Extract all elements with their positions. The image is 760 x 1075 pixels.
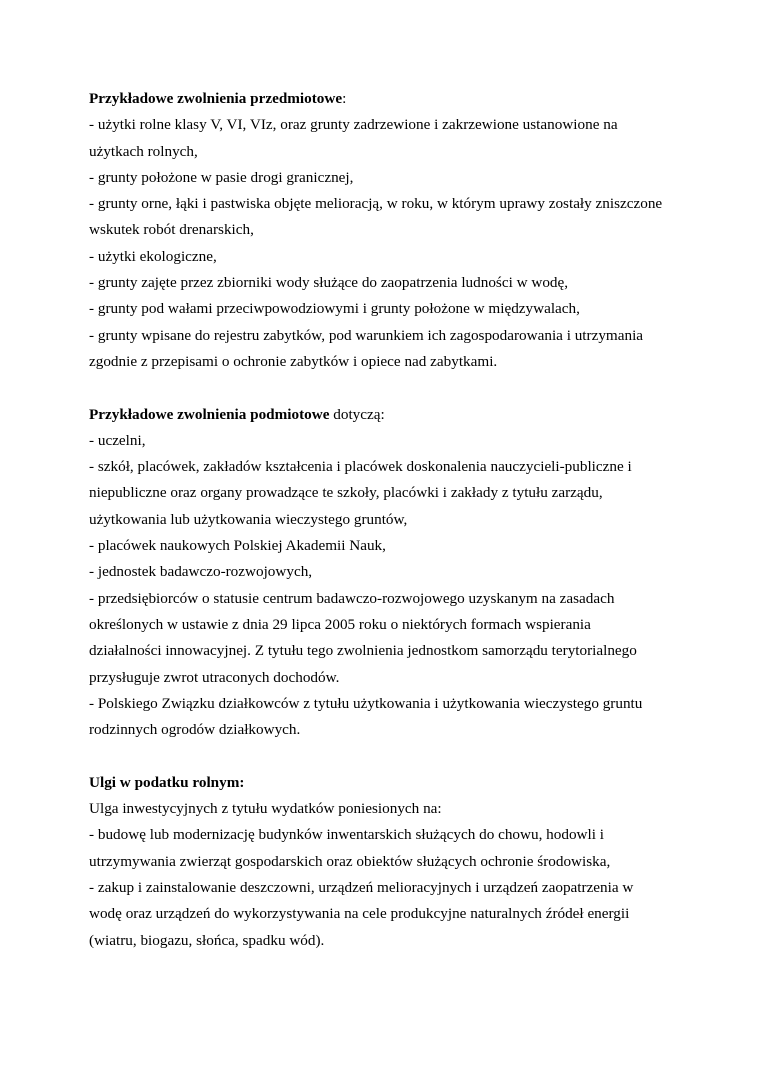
text-line: przysługuje zwrot utraconych dochodów. — [89, 668, 340, 686]
text-line: rodzinnych ogrodów działkowych. — [89, 721, 301, 739]
text-line: - przedsiębiorców o statusie centrum badawczo-rozwojowego uzyskanym na zasadach — [89, 589, 615, 607]
text-line: - grunty pod wałami przeciwpowodziowymi i grunty położone w międzywalach, — [89, 300, 580, 318]
text-line: Ulga inwestycyjnych z tytułu wydatków poniesionych na: — [89, 800, 442, 818]
section-heading: Przykładowe zwolnienia podmiotowe — [89, 405, 330, 423]
section-heading: Ulgi w podatku rolnym: — [89, 773, 245, 791]
section-exemptions-by-object — [89, 86, 689, 375]
text-line: - grunty orne, łąki i pastwiska objęte melioracją, w roku, w którym uprawy zostały zniszczone — [89, 195, 663, 213]
text-line: - jednostek badawczo-rozwojowych, — [89, 563, 313, 581]
text-line: - uczelni, — [89, 431, 146, 449]
text-line: - placówek naukowych Polskiej Akademii Nauk, — [89, 537, 386, 555]
text-line: użytkowania lub użytkowania wieczystego gruntów, — [89, 510, 408, 528]
section-heading-suffix: dotyczą: — [329, 405, 385, 423]
text-line: wodę oraz urządzeń do wykorzystywania na cele produkcyjne naturalnych źródeł energii — [89, 905, 630, 923]
text-line: wskutek robót drenarskich, — [89, 221, 254, 239]
text-line: - Polskiego Związku działkowców z tytułu użytkowania i użytkowania wieczystego gruntu — [89, 694, 643, 712]
text-line: użytkach rolnych, — [89, 142, 198, 160]
text-line: (wiatru, biogazu, słońca, spadku wód). — [89, 931, 325, 949]
text-line: - grunty wpisane do rejestru zabytków, pod warunkiem ich zagospodarowania i utrzymania — [89, 326, 644, 344]
text-line: działalności innowacyjnej. Z tytułu tego zwolnienia jednostkom samorządu terytorialnego — [89, 642, 637, 660]
section-heading-line — [89, 402, 689, 428]
text-line: zgodnie z przepisami o ochronie zabytków i opiece nad zabytkami. — [89, 352, 498, 370]
text-line: utrzymywania zwierząt gospodarskich oraz obiektów służących ochronie środowiska, — [89, 852, 611, 870]
text-line: - zakup i zainstalowanie deszczowni, urządzeń melioracyjnych i urządzeń zaopatrzenia w — [89, 878, 634, 896]
section-heading-line — [89, 86, 689, 112]
text-line: - użytki rolne klasy V, VI, VIz, oraz grunty zadrzewione i zakrzewione ustanowione na — [89, 116, 618, 134]
section-exemptions-by-subject — [89, 402, 689, 744]
text-line: - użytki ekologiczne, — [89, 247, 217, 265]
document-page — [89, 86, 689, 980]
text-line: - grunty położone w pasie drogi granicznej, — [89, 168, 354, 186]
text-line: - grunty zajęte przez zbiorniki wody służące do zaopatrzenia ludności w wodę, — [89, 274, 569, 292]
text-line: - szkół, placówek, zakładów kształcenia i placówek doskonalenia nauczycieli-publiczne i — [89, 458, 632, 476]
section-heading-suffix: : — [342, 90, 347, 107]
text-line: określonych w ustawie z dnia 29 lipca 2005 roku o niektórych formach wspierania — [89, 615, 591, 633]
section-agricultural-tax-reliefs — [89, 770, 689, 954]
text-line: - budowę lub modernizację budynków inwentarskich służących do chowu, hodowli i — [89, 826, 604, 844]
text-line: niepubliczne oraz organy prowadzące te szkoły, placówki i zakłady z tytułu zarządu, — [89, 484, 603, 502]
section-heading: Przykładowe zwolnienia przedmiotowe — [89, 90, 343, 107]
